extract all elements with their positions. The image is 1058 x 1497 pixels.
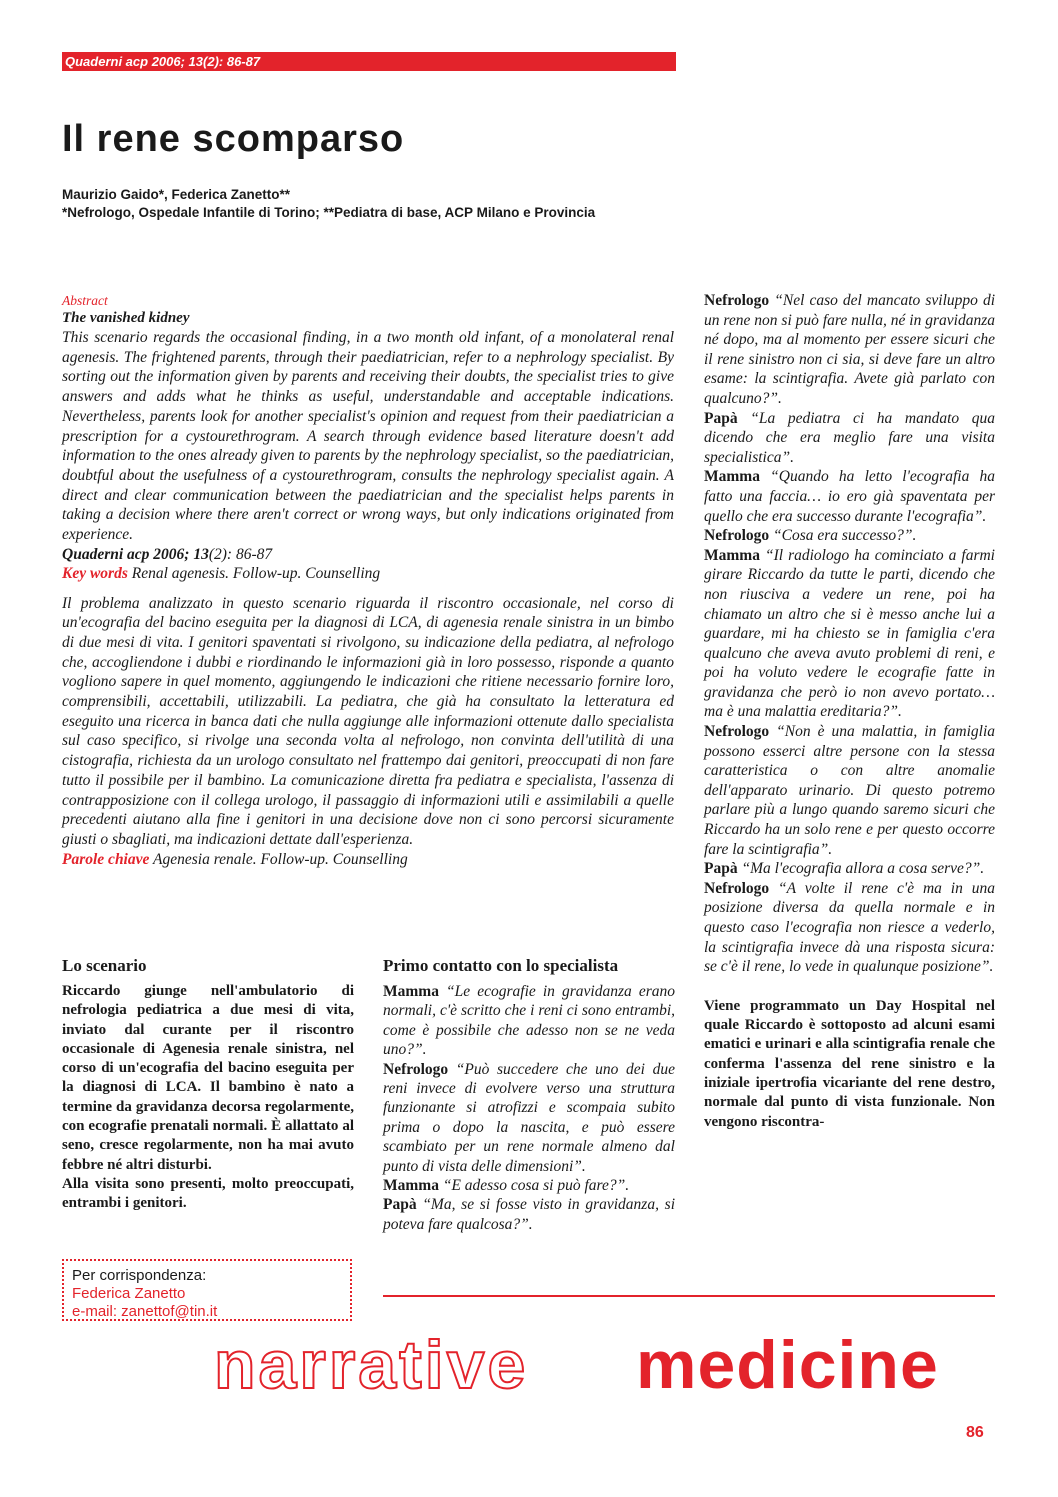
speaker: Nefrologo [704,292,770,309]
speaker: Papà [383,1196,417,1214]
dialog-line [383,982,675,1060]
dialog-text: “Cosa era successo?”. [773,527,917,545]
abstract-text: This scenario regards the occasional finding, in a two month old infant, of a monolateral renal agenesis. The frightened parents, through their paediatrician, refer to a nephrology specialist. By sorting out the information given by parents and receiving their doubts, the specialist tries to give answers and adds what he thinks as useful, understandable and acceptable indications. Nevertheless, parents look for another specialist's opinion and request from their paediatrician a prescription for a cystourethrogram. A search through evidence based literature doesn't add information to the ones already given to parents by the nephrology specialist, so the paediatrician, doubtful about the usefulness of a cystourethrogram, consults the nephrology specialist again. A direct and clear communication between the paediatrician and the specialist helps parents in taking a decision where there aren't correct or wrong ways, but only indications originated from experience. [62,329,674,544]
speaker: Nefrologo [704,879,770,897]
banner-word-outline: narrative [214,1327,529,1402]
dialog-text: “Ma l'ecografia allora a cosa serve?”. [741,860,985,878]
speaker: Mamma [383,983,439,1000]
abstract-citation-rest: (2): 86-87 [208,545,273,563]
abstract-section [62,292,674,869]
speaker: Mamma [704,546,760,564]
abstract-subtitle: The vanished kidney [62,310,190,326]
article-title: Il rene scomparso [62,118,405,160]
dialog-text: “Il radiologo ha cominciato a farmi girare Riccardo da tutte le parti, dicendo che non riusciva a vedere un rene, poi ha chiamato un altro che si è messo anche lui a guardare, mi ha chiesto se in famiglia c'era qualcuno che aveva avuto problemi di reni, e poi ha voluto vedere le ecografie fatte in gravidanza che però io non avevo portato… ma è una malattia ereditaria?”. [704,546,995,721]
dialog-continued-column [704,291,995,1132]
keywords [62,564,674,583]
speaker: Papà [704,409,738,427]
correspondence-label: Per corrispondenza: [72,1267,207,1284]
dialog-line [704,722,995,859]
abstract-citation [62,545,674,564]
correspondence-email[interactable]: e-mail: zanettof@tin.it [72,1303,218,1320]
section-divider [383,1295,995,1297]
parole-chiave [62,850,674,869]
dialog-line [704,409,995,468]
abstract-label: Abstract [62,293,108,308]
dialog-line [383,1195,675,1234]
speaker: Papà [704,860,738,878]
parole-chiave-label: Parole chiave [62,850,150,868]
scenario-paragraph: Alla visita sono presenti, molto preoccupati, entrambi i genitori. [62,1175,354,1212]
dialog-text: “La pediatra ci ha mandato qua dicendo che era meglio fare una visita specialistica”. [704,409,996,466]
primo-contatto-section [383,955,675,1234]
author-block [62,186,595,222]
dialog-line [704,546,995,722]
scenario-section [62,955,354,1214]
primo-contatto-heading: Primo contatto con lo specialista [383,956,619,975]
speaker: Nefrologo [383,1060,449,1078]
speaker: Mamma [383,1177,439,1195]
keywords-label: Key words [62,565,128,583]
authors: Maurizio Gaido*, Federica Zanetto** [62,187,291,202]
dialog-line [383,1176,675,1195]
page-number: 86 [966,1424,984,1441]
dialog-text: “Ma, se si fosse visto in gravidanza, si poteva fare qualcosa?”. [383,1196,676,1233]
dialog-line [383,1060,675,1176]
speaker: Nefrologo [704,723,770,741]
speaker: Mamma [704,468,760,486]
dialog-text: “Nel caso del mancato sviluppo di un rene non si può fare nulla, né in gravidanza né dopo, ma al momento per essere sicuri che il rene sinistro non ci sia, si deve fare un altro esame: la scintigrafia. Avete già parlato con qualcuno?”. [704,292,996,407]
dialog-line [704,291,995,409]
dialog-text: “Quando ha letto l'ecografia ha fatto una faccia… io ero già spaventata per quello che era successo durante l'ecografia”. [704,468,996,525]
dialog-text: “E adesso cosa si può fare?”. [442,1177,630,1195]
dialog-line [704,526,995,546]
narrative-medicine-banner [210,1322,1000,1402]
parole-chiave-text: Agenesia renale. Follow-up. Counselling [153,850,408,868]
closing-paragraph: Viene programmato un Day Hospital nel quale Riccardo è sottoposto ad alcuni esami ematici e urinari e alla scintigrafia renale che conferma l'assenza del rene sinistro e la iniziale ipertrofia vicariante del rene destro, normale dal punto di vista funzionale. Non vengono riscontra- [704,997,995,1130]
correspondence-name: Federica Zanetto [72,1285,186,1302]
scenario-heading: Lo scenario [62,956,147,975]
dialog-text: “Non è una malattia, in famiglia possono esserci altre persone con la stessa caratteristica o con altre anomalie dell'apparato urinario. Di questo potremo parlare più a lungo quando saremo sicuri che Riccardo ha un solo rene e per questo occorre fare la scintigrafia”. [704,723,996,858]
dialog-text: “Le ecografie in gravidanza erano normali, c'è scritto che i reni ci sono entrambi, come è possibile che adesso non se ne veda uno?”. [383,983,676,1059]
dialog-line [704,859,995,879]
abstract-citation-bold: Quaderni acp 2006; 13 [62,545,209,563]
correspondence-box [62,1259,352,1321]
keywords-text: Renal agenesis. Follow-up. Counselling [131,565,381,583]
dialog-line [704,879,995,977]
dialog-line [704,467,995,526]
dialog-text: “Può succedere che uno dei due reni invece di evolvere verso una struttura funzionante si atrofizzi e scompaia subito prima o dopo la nascita, e può essere scambiato per un rene normale almeno dal punto di vista delle dimensioni”. [383,1060,675,1175]
affiliations: *Nefrologo, Ospedale Infantile di Torino; **Pediatra di base, ACP Milano e Provincia [62,205,596,220]
banner-word-solid: medicine [636,1327,939,1402]
journal-citation-bar: Quaderni acp 2006; 13(2): 86-87 [62,52,676,71]
scenario-paragraph: Riccardo giunge nell'ambulatorio di nefrologia pediatrica a due mesi di vita, inviato dal curante per il riscontro occasionale di Agenesia renale sinistra, nel corso di un'ecografia del bacino eseguita per la diagnosi di LCA. Il bambino è nato a termine da gravidanza decorsa regolarmente, con ecografie prenatali normali. È allattato al seno, cresce regolarmente, non ha mai avuto febbre né altri disturbi. [62,983,354,1173]
dialog-text: “A volte il rene c'è ma in una posizione diversa da quella normale e in questo caso l'ecografia non riesce a vederlo, la scintigrafia invece dà una risposta sicura: se c'è il rene, lo vede in qualunque posizione”. [704,879,995,976]
speaker: Nefrologo [704,527,770,545]
italian-summary: Il problema analizzato in questo scenario riguarda il riscontro occasionale, nel corso di un'ecografia del bacino eseguita per la diagnosi di LCA, di agenesia renale sinistra in un bimbo di due mesi di vita. I genitori spaventati si rivolgono, su indicazione della pediatra, al nefrologo che, accogliendone i dubbi e riordinando le informazioni già in loro possesso, risponde a quanto vogliono sapere in quel momento, aggiungendo le indicazioni che ritiene necessario fornire loro, comprensibili, accettabili, utilizzabili. La pediatra, che già ha consultato la letteratura ed eseguito una ricerca in banca dati che nulla aggiunge alle informazioni ottenute dallo specialista sul caso specifico, si rivolge una seconda volta al nefrologo, non convinta dell'utilità di una cistografia, richiesta da un urologo consultato nel frattempo dai genitori, preoccupati di non fare tutto il possibile per il bambino. La comunicazione diretta fra pediatra e specialista, l'assenza di contrapposizione con il collega urologo, il passaggio di informazioni utili e assimilabili a quelle precedenti aiutano alla fine i genitori in una decisione dove non ci sono percorsi sicuramente giusti o sbagliati, ma indicazioni dettate dall'esperienza. [62,594,674,848]
